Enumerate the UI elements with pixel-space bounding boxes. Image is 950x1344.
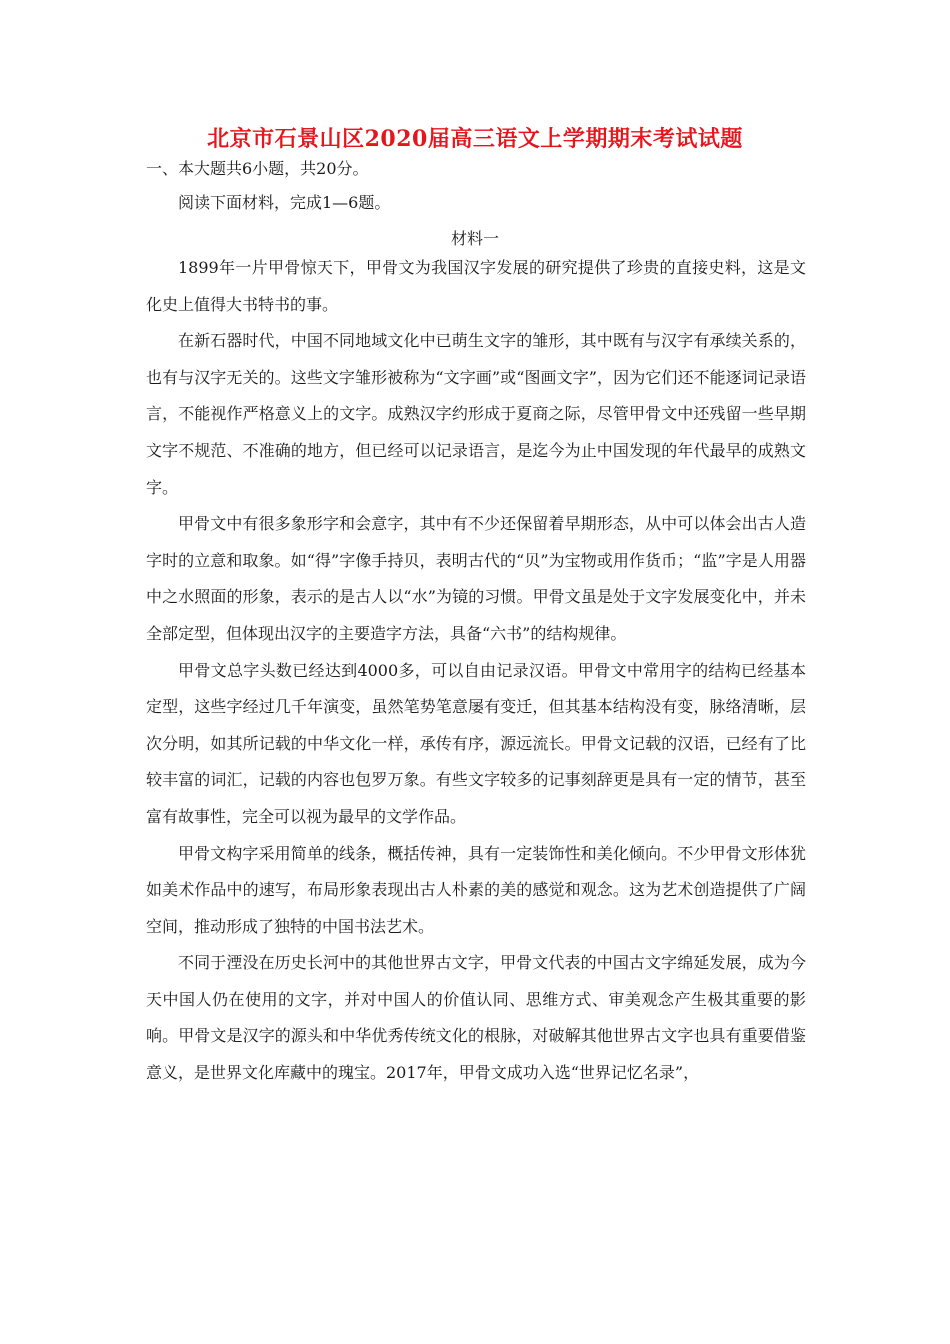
paragraph-5: 甲骨文构字采用简单的线条，概括传神，具有一定装饰性和美化倾向。不少甲骨文形体犹如美术作品中的速写，布局形象表现出古人朴素的美的感觉和观念。这为艺术创造提供了广阔空间，推动形成了独特的中国书法艺术。 (146, 843, 806, 936)
paragraph-2: 在新石器时代，中国不同地域文化中已萌生文字的雏形，其中既有与汉字有承续关系的，也有与汉字无关的。这些文字雏形被称为“文字画”或“图画文字”，因为它们还不能逐词记录语言，不能视作严格意义上的文字。成熟汉字约形成于夏商之际，尽管甲骨文中还残留一些早期文字不规范、不准确的地方，但已经可以记录语言，是迄今为止中国发现的年代最早的成熟文字。 (146, 331, 806, 497)
paragraph-4: 甲骨文总字头数已经达到4000多，可以自由记录汉语。甲骨文中常用字的结构已经基本定型，这些字经过几千年演变，虽然笔势笔意屡有变迁，但其基本结构没有变，脉络清晰，层次分明，如其所记载的中华文化一样，承传有序，源远流长。甲骨文记载的汉语，已经有了比较丰富的词汇，记载的内容也包罗万象。有些文字较多的记事刻辞更是具有一定的情节，甚至富有故事性，完全可以视为最早的文学作品。 (146, 660, 806, 826)
document-title: 北京市石景山区2020届高三语文上学期期末考试试题 (207, 126, 743, 152)
section-heading: 一、本大题共6小题，共20分。 (146, 159, 369, 178)
paragraph-1: 1899年一片甲骨惊天下，甲骨文为我国汉字发展的研究提供了珍贵的直接史料，这是文化史上值得大书特书的事。 (146, 258, 806, 314)
material-body (146, 250, 806, 1092)
paragraph-6: 不同于湮没在历史长河中的其他世界古文字，甲骨文代表的中国古文字绵延发展，成为今天中国人仍在使用的文字，并对中国人的价值认同、思维方式、审美观念产生极其重要的影响。甲骨文是汉字的源头和中华优秀传统文化的根脉，对破解其他世界古文字也具有重要借鉴意义，是世界文化库藏中的瑰宝。2017年，甲骨文成功入选“世界记忆名录”， (146, 953, 806, 1083)
reading-instruction: 阅读下面材料，完成1—6题。 (178, 193, 391, 212)
paragraph-3: 甲骨文中有很多象形字和会意字，其中有不少还保留着早期形态，从中可以体会出古人造字时的立意和取象。如“得”字像手持贝，表明古代的“贝”为宝物或用作货币；“监”字是人用器中之水照面的形象，表示的是古人以“水”为镜的习惯。甲骨文虽是处于文字发展变化中，并未全部定型，但体现出汉字的主要造字方法，具备“六书”的结构规律。 (146, 514, 806, 643)
material-title: 材料一 (450, 229, 499, 248)
